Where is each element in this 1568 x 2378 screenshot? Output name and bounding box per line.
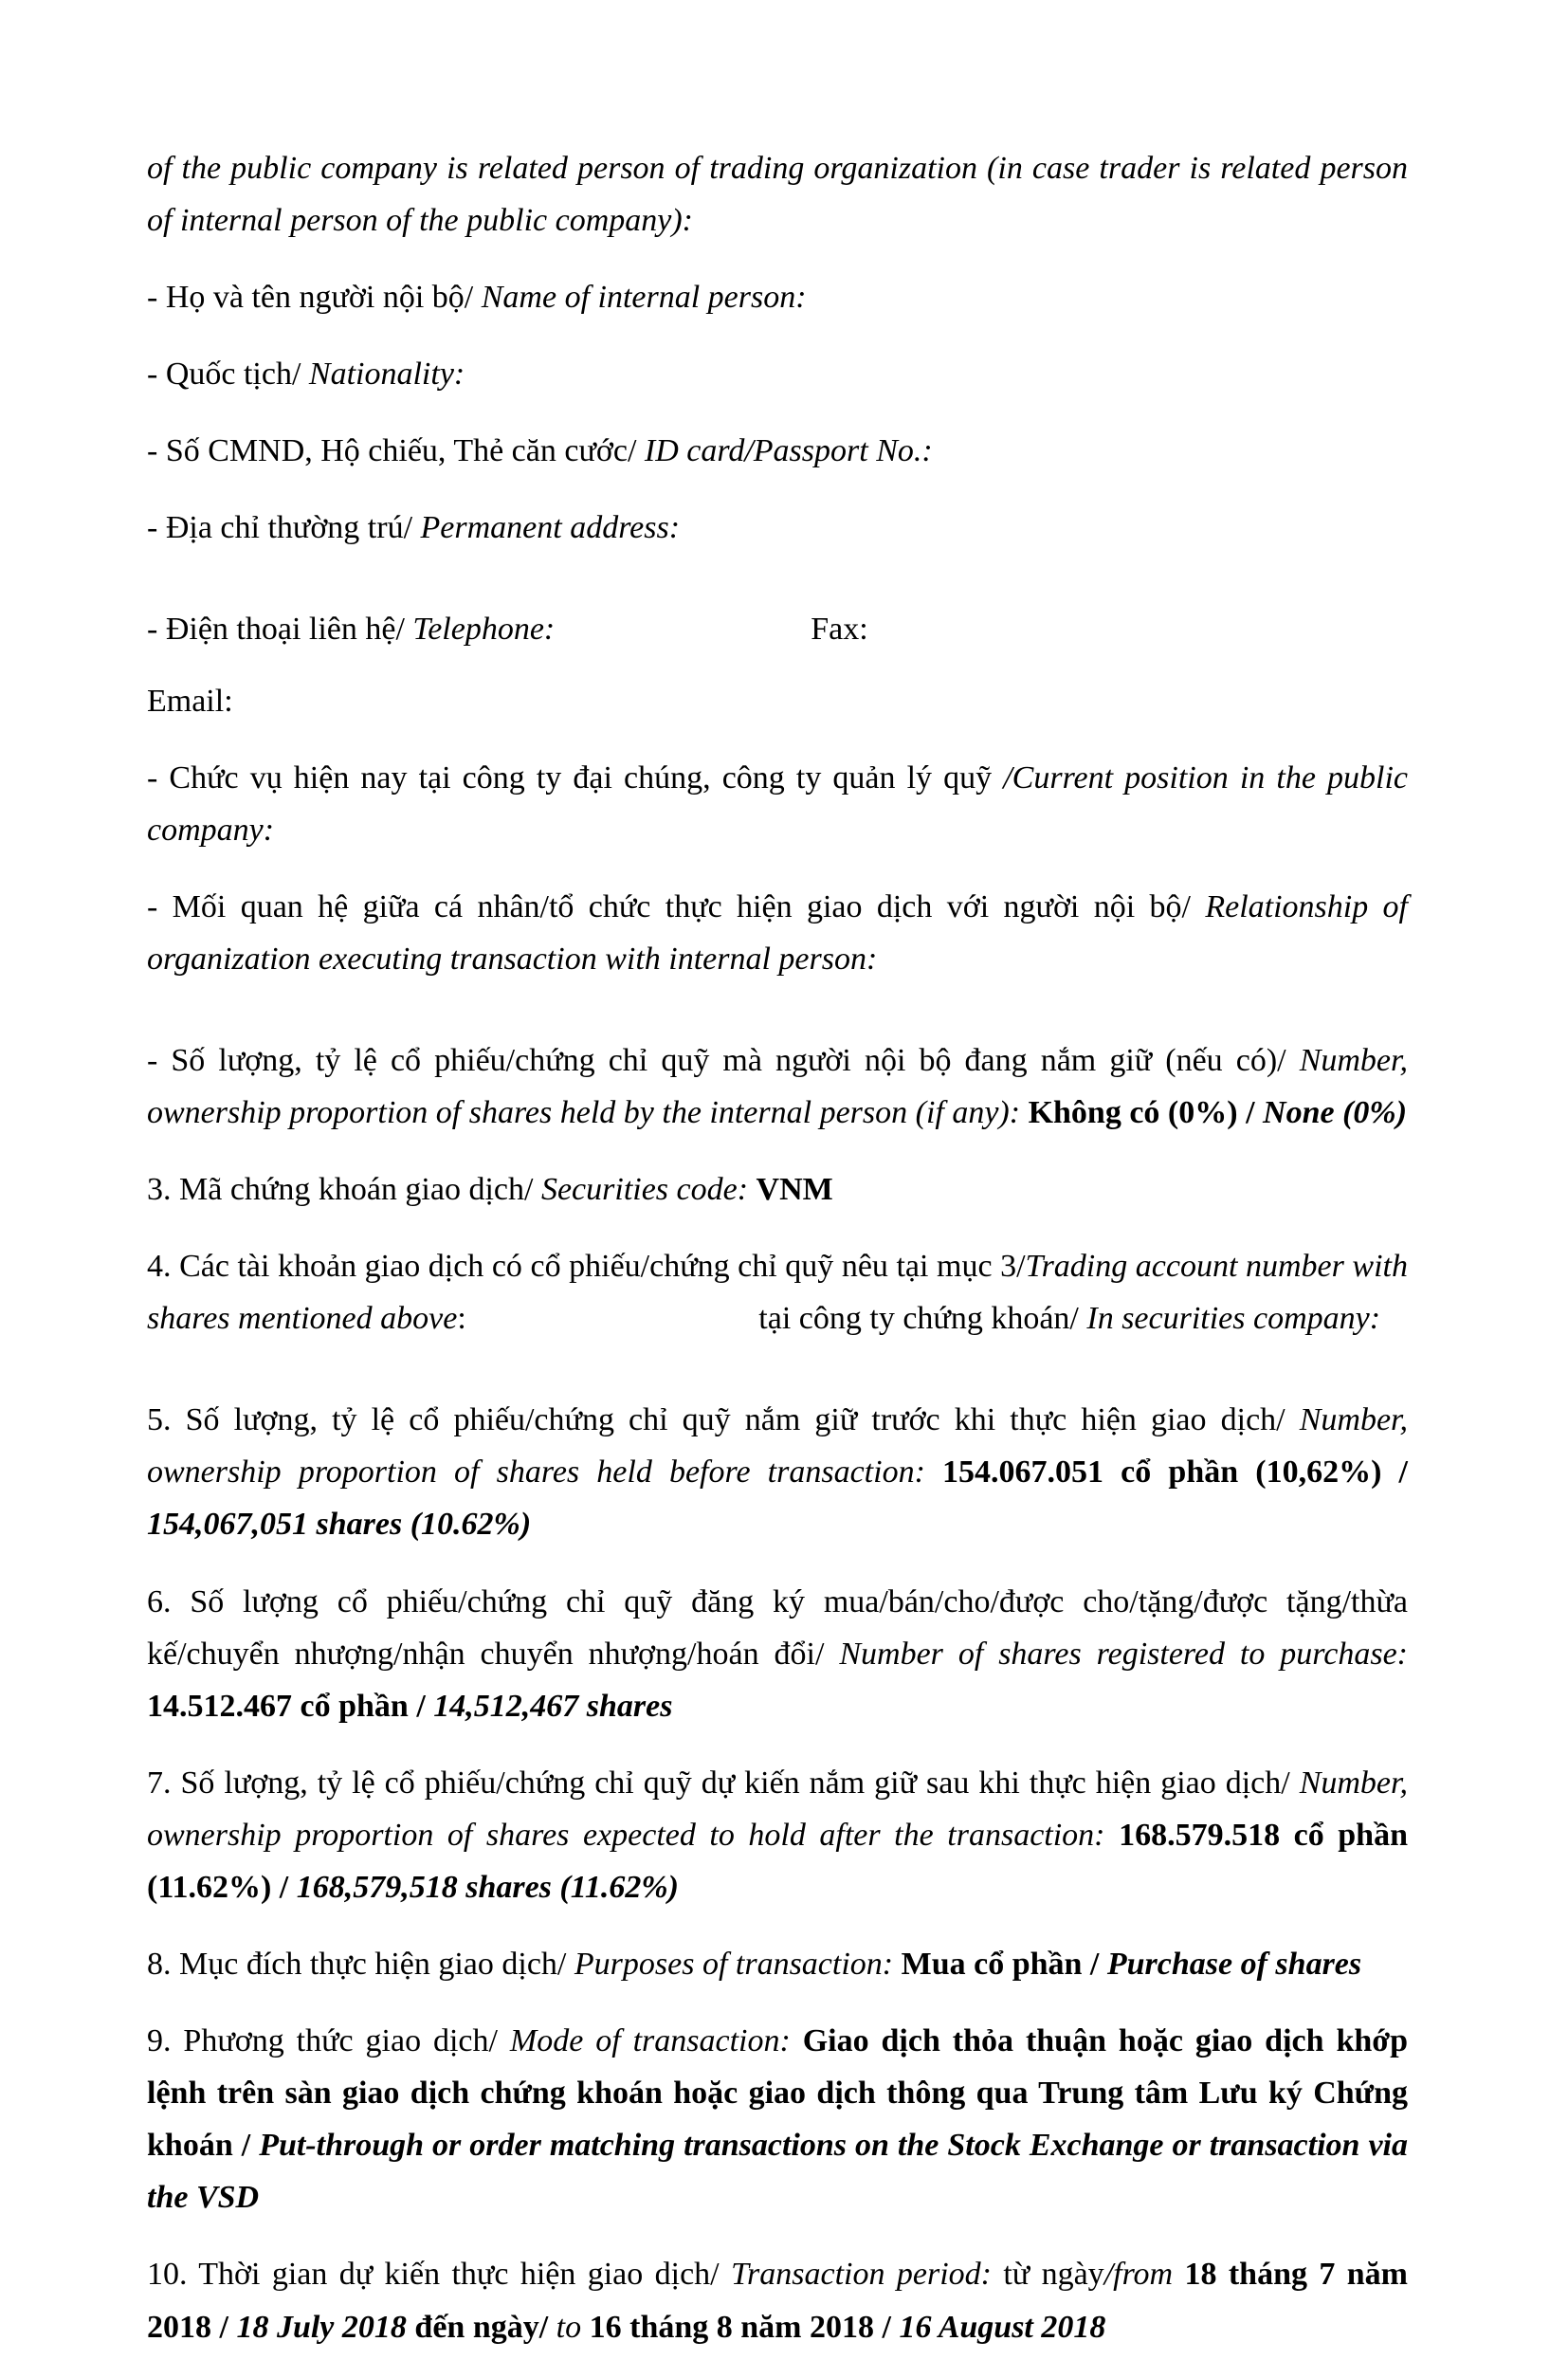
field-label-en: Permanent address:: [420, 510, 681, 546]
item-10-from-separator: /: [211, 2309, 237, 2345]
item-10-to-separator: /: [874, 2309, 900, 2345]
item-10-from-date-en: 18 July 2018: [236, 2309, 407, 2345]
shares-held-value-en: None (0%): [1263, 1095, 1408, 1131]
item-10-number: 10.: [147, 2257, 199, 2293]
item-10-transaction-period: [147, 2248, 1408, 2352]
telephone-label-vi: - Điện thoại liên hệ/: [147, 612, 413, 648]
item-7-value-vi: 168.579.518 cổ phần (11.62%) /: [147, 1817, 1408, 1905]
item-3-securities-code: [147, 1163, 1408, 1216]
item-7-value-en: 168,579,518 shares (11.62%): [296, 1869, 680, 1905]
item-10-to-vi: đến ngày/: [406, 2309, 556, 2345]
item-10-label-en: Transaction period:: [731, 2257, 1004, 2293]
field-nationality: [147, 348, 1408, 400]
field-label-vi: - Quốc tịch/: [147, 357, 309, 393]
field-email: [147, 675, 1408, 727]
field-label-vi: - Họ và tên người nội bộ/: [147, 280, 482, 316]
item-9-value-vi: Giao dịch thỏa thuận hoặc giao dịch khớp lệnh trên sàn giao dịch chứng khoán hoặc giao dịch thông qua Trung tâm Lưu ký Chứng khoán /: [147, 2023, 1409, 2164]
item-5-number: 5.: [147, 1402, 186, 1438]
item-6-value-en: 14,512,467 shares: [433, 1688, 673, 1724]
field-telephone: [147, 603, 1408, 655]
item-8-value-en: Purchase of shares: [1106, 1947, 1362, 1983]
fax-label: Fax:: [811, 612, 868, 648]
item-9-label-vi: Phương thức giao dịch/: [183, 2023, 510, 2059]
item-7-shares-after-transaction: [147, 1757, 1408, 1913]
item-8-label-en: Purposes of transaction:: [574, 1947, 902, 1983]
relationship-label-vi: - Mối quan hệ giữa cá nhân/tổ chức thực hiện giao dịch với người nội bộ/: [147, 888, 1206, 924]
item-8-number: 8.: [147, 1947, 179, 1983]
item-3-number: 3.: [147, 1172, 179, 1208]
document-body: [147, 142, 1408, 2378]
item-5-label-en: Number, ownership proportion of shares held before transaction:: [147, 1402, 1409, 1491]
field-current-position: [147, 752, 1408, 856]
relationship-label-en: Relationship of organization executing transaction with internal person:: [147, 888, 1409, 977]
current-position-label-en: /Current position in the public company:: [147, 759, 1408, 848]
shares-held-value-vi: Không có (0%): [1028, 1095, 1238, 1131]
item-10-to-en: to: [556, 2309, 590, 2345]
item-5-shares-before-transaction: [147, 1394, 1408, 1550]
item-7-label-en: Number, ownership proportion of shares expected to hold after the transaction:: [147, 1765, 1408, 1853]
current-position-label-vi: - Chức vụ hiện nay tại công ty đại chúng, công ty quản lý quỹ: [147, 759, 1004, 796]
item-9-mode-of-transaction: [147, 2015, 1408, 2223]
item-4-trading-account-number: [147, 1240, 1408, 1344]
field-label-vi: - Địa chỉ thường trú/: [147, 510, 421, 546]
item-5-value-vi: 154.067.051 cổ phần (10,62%) /: [942, 1454, 1408, 1491]
item-4-label-vi: Các tài khoản giao dịch có cổ phiếu/chứng chỉ quỹ nêu tại mục 3/: [179, 1249, 1026, 1285]
field-label-en: ID card/Passport No.:: [644, 433, 933, 469]
item-4-colon: :: [457, 1301, 475, 1337]
header-continued-english: of the public company is related person of trading organization (in case trader is related person of internal person of the public company):: [147, 151, 1408, 239]
item-4-label-en: Trading account number with shares mentioned above: [147, 1249, 1408, 1337]
field-name-of-internal-person: [147, 271, 1408, 323]
item-8-purposes-of-transaction: [147, 1938, 1408, 1990]
item-7-label-vi: Số lượng, tỷ lệ cổ phiếu/chứng chỉ quỹ dự kiến nắm giữ sau khi thực hiện giao dịch/: [180, 1765, 1300, 1801]
item-5-value-en: 154,067,051 shares (10.62%): [147, 1507, 532, 1543]
field-label-en: Nationality:: [308, 357, 465, 393]
item-10-to-date-en: 16 August 2018: [899, 2309, 1106, 2345]
item-8-value-vi: Mua cổ phần /: [901, 1947, 1107, 1983]
item-10-label-vi: Thời gian dự kiến thực hiện giao dịch/: [198, 2257, 732, 2293]
item-3-label-en: Securities code:: [540, 1172, 757, 1208]
field-label-en: Name of internal person:: [481, 280, 807, 316]
telephone-label-en: Telephone:: [412, 612, 556, 648]
paragraph-header-continued: [147, 142, 1408, 247]
shares-held-label-en: Number, ownership proportion of shares held by the internal person (if any):: [147, 1042, 1408, 1131]
item-8-label-vi: Mục đích thực hiện giao dịch/: [179, 1947, 574, 1983]
item-6-number: 6.: [147, 1583, 191, 1619]
field-permanent-address: [147, 502, 1408, 554]
field-label-vi: - Số CMND, Hộ chiếu, Thẻ căn cước/: [147, 433, 645, 469]
item-6-label-en: Number of shares registered to purchase:: [839, 1636, 1409, 1672]
field-relationship: [147, 881, 1408, 985]
field-shares-held-by-internal-person: [147, 1034, 1408, 1139]
item-6-label-vi: Số lượng cổ phiếu/chứng chỉ quỹ đăng ký mua/bán/cho/được cho/tặng/được tặng/thừa kế/chuyển nhượng/nhận chuyển nhượng/hoán đổi/: [147, 1583, 1409, 1672]
field-id-card: [147, 425, 1408, 477]
item-9-value-en: Put-through or order matching transactions on the Stock Exchange or transaction via the VSD: [147, 2128, 1408, 2216]
shares-held-separator: /: [1237, 1095, 1264, 1131]
item-5-label-vi: Số lượng, tỷ lệ cổ phiếu/chứng chỉ quỹ nắm giữ trước khi thực hiện giao dịch/: [185, 1402, 1300, 1438]
item-10-from-en: /from: [1103, 2257, 1185, 2293]
item-10-to-date-vi: 16 tháng 8 năm 2018: [589, 2309, 874, 2345]
email-label: Email:: [147, 683, 233, 719]
item-7-number: 7.: [147, 1765, 181, 1801]
item-4-label-en-tail: In securities company:: [1086, 1301, 1381, 1337]
item-4-label-vi-tail: tại công ty chứng khoán/: [758, 1301, 1087, 1337]
item-6-value-vi: 14.512.467 cổ phần /: [147, 1688, 434, 1724]
item-4-number: 4.: [147, 1249, 180, 1285]
item-10-from-vi: từ ngày: [1003, 2257, 1104, 2293]
item-9-number: 9.: [147, 2023, 184, 2059]
item-3-label-vi: Mã chứng khoán giao dịch/: [179, 1172, 541, 1208]
shares-held-label-vi: - Số lượng, tỷ lệ cổ phiếu/chứng chỉ quỹ mà người nội bộ đang nắm giữ (nếu có)/: [147, 1042, 1300, 1078]
item-10-from-date-vi: 18 tháng 7 năm 2018: [147, 2257, 1408, 2345]
item-9-label-en: Mode of transaction:: [509, 2023, 803, 2059]
item-6-shares-registered-to-purchase: [147, 1576, 1408, 1732]
item-3-value: VNM: [756, 1172, 833, 1208]
